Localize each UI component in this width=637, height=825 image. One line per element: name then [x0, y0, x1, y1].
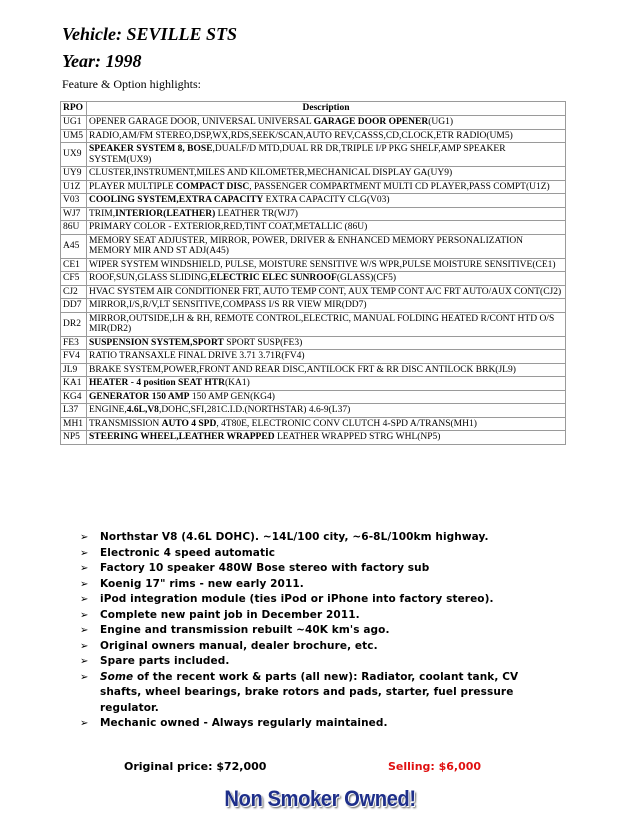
list-item	[80, 654, 560, 670]
rpo-code-cell: CF5	[61, 272, 87, 286]
rpo-code-cell: NP5	[61, 431, 87, 445]
description-cell	[87, 350, 566, 364]
list-item	[80, 623, 560, 639]
table-row	[61, 116, 566, 130]
feature-subtitle: Feature & Option highlights:	[62, 77, 201, 91]
rpo-code-cell: U1Z	[61, 180, 87, 194]
description-cell	[87, 221, 566, 235]
table-row	[61, 417, 566, 431]
description-bold-text: 4.6L,V8	[126, 405, 159, 415]
table-row	[61, 377, 566, 391]
rpo-code-cell: A45	[61, 234, 87, 258]
list-item	[80, 561, 560, 577]
highlight-text: Northstar V8 (4.6L DOHC). ~14L/100 city, ~6-8L/100km highway.	[100, 531, 489, 543]
table-row	[61, 336, 566, 350]
description-pre-text: OPENER GARAGE DOOR, UNIVERSAL UNIVERSAL	[89, 117, 314, 127]
description-post-text: (UG1)	[428, 117, 454, 127]
highlight-text: Complete new paint job in December 2011.	[100, 608, 360, 621]
table-header-row	[61, 102, 566, 116]
description-pre-text: RADIO,AM/FM STEREO,DSP,WX,RDS,SEEK/SCAN,AUTO REV,CASSS,CD,CLOCK,ETR RADIO(UM5)	[89, 130, 513, 141]
description-pre-text: PRIMARY COLOR - EXTERIOR,RED,TINT COAT,METALLIC (86U)	[89, 222, 368, 232]
emphasis-text: Some	[100, 670, 134, 683]
description-pre-text: PLAYER MULTIPLE	[89, 181, 176, 192]
description-cell	[87, 299, 566, 313]
list-item	[80, 608, 560, 624]
description-post-text: (GLASS)(CF5)	[336, 273, 396, 283]
highlight-text: of the recent work & parts (all new): Radiator, coolant tank, CV shafts, wheel bearings, brake rotors and pads, starter, fuel pressure regulator.	[100, 670, 519, 714]
description-pre-text: WIPER SYSTEM WINDSHIELD, PULSE, MOISTURE SENSITIVE W/S WPR,PULSE MOISTURE SENSITIVE(CE1)	[89, 259, 556, 270]
description-cell	[87, 404, 566, 418]
description-post-text: ,DUALF/D MTD,DUAL RR DR,TRIPLE I/P PKG SHELF,AMP SPEAKER SYSTEM(UX9)	[89, 144, 506, 165]
list-item	[80, 577, 560, 593]
rpo-table-body	[61, 116, 566, 445]
arrow-bullet-icon: ➢	[80, 609, 89, 621]
table-row	[61, 299, 566, 313]
rpo-code-cell: L37	[61, 404, 87, 418]
arrow-bullet-icon: ➢	[80, 640, 89, 652]
table-row	[61, 180, 566, 194]
rpo-code-cell: UM5	[61, 129, 87, 143]
description-cell	[87, 363, 566, 377]
description-bold-text: AUTO 4 SPD	[161, 418, 217, 429]
description-cell	[87, 312, 566, 336]
rpo-code-cell: DD7	[61, 299, 87, 313]
description-bold-text: HEATER - 4 position SEAT HTR	[89, 378, 225, 388]
rpo-code-cell: KG4	[61, 390, 87, 404]
highlights-list	[80, 530, 560, 732]
arrow-bullet-icon: ➢	[80, 594, 89, 605]
table-row	[61, 363, 566, 377]
description-cell	[87, 129, 566, 143]
description-pre-text: RATIO TRANSAXLE FINAL DRIVE 3.71 3.71R(FV4)	[89, 351, 305, 361]
description-bold-text: GARAGE DOOR OPENER	[313, 117, 429, 127]
description-bold-text: COOLING SYSTEM,EXTRA CAPACITY	[89, 195, 264, 205]
list-item	[80, 670, 560, 717]
description-cell	[87, 390, 566, 404]
arrow-bullet-icon: ➢	[80, 547, 89, 559]
non-smoker-banner: Non Smoker Owned!	[224, 786, 416, 811]
table-row	[61, 207, 566, 221]
list-item	[80, 639, 560, 655]
vehicle-title: Vehicle: SEVILLE STS	[62, 24, 238, 44]
rpo-code-cell: V03	[61, 194, 87, 208]
description-cell	[87, 431, 566, 445]
highlight-text: Engine and transmission rebuilt ~40K km's ago.	[100, 624, 390, 636]
description-pre-text: MEMORY SEAT ADJUSTER, MIRROR, POWER, DRIVER & ENHANCED MEMORY PERSONALIZATION MEMORY MIR AND ST ADJ(A45)	[89, 235, 524, 256]
rpo-table	[60, 101, 566, 445]
description-bold-text: GENERATOR 150 AMP	[89, 391, 190, 402]
description-post-text: EXTRA CAPACITY CLG(V03)	[263, 195, 390, 205]
description-pre-text: BRAKE SYSTEM,POWER,FRONT AND REAR DISC,ANTILOCK FRT & RR DISC ANTILOCK BRK(JL9)	[89, 364, 516, 375]
year-title: Year: 1998	[62, 51, 142, 71]
rpo-code-cell: FE3	[61, 336, 87, 350]
description-bold-text: COMPACT DISC	[175, 181, 250, 192]
table-row	[61, 285, 566, 299]
list-item	[80, 530, 560, 546]
description-cell	[87, 234, 566, 258]
description-bold-text: STEERING WHEEL,LEATHER WRAPPED	[89, 432, 275, 442]
arrow-bullet-icon: ➢	[80, 563, 89, 574]
description-post-text: , 4T80E, ELECTRONIC CONV CLUTCH 4-SPD A/TRANS(MH1)	[216, 418, 477, 429]
arrow-bullet-icon: ➢	[80, 671, 89, 683]
rpo-code-cell: WJ7	[61, 207, 87, 221]
description-bold-text: INTERIOR(LEATHER)	[115, 208, 216, 219]
arrow-bullet-icon: ➢	[80, 625, 89, 636]
highlight-text: Original owners manual, dealer brochure, etc.	[100, 639, 378, 652]
table-row	[61, 312, 566, 336]
highlight-text: Spare parts included.	[100, 655, 230, 667]
highlight-text: Electronic 4 speed automatic	[100, 546, 276, 559]
rpo-code-cell: CJ2	[61, 285, 87, 299]
table-row	[61, 272, 566, 286]
rpo-code-cell: MH1	[61, 417, 87, 431]
table-row	[61, 143, 566, 167]
description-post-text: LEATHER TR(WJ7)	[215, 208, 298, 219]
description-pre-text: CLUSTER,INSTRUMENT,MILES AND KILOMETER,MECHANICAL DISPLAY GA(UY9)	[89, 168, 453, 178]
description-cell	[87, 336, 566, 350]
table-row	[61, 404, 566, 418]
description-column-header: Description	[87, 102, 566, 116]
description-pre-text: TRIM,	[89, 208, 116, 219]
description-bold-text: SPEAKER SYSTEM 8, BOSE	[89, 144, 213, 154]
table-row	[61, 234, 566, 258]
arrow-bullet-icon: ➢	[80, 578, 89, 590]
description-pre-text: MIRROR,OUTSIDE,LH & RH, REMOTE CONTROL,ELECTRIC, MANUAL FOLDING HEATED R/CONT HTD O/S MIR(DR2)	[89, 313, 555, 334]
list-item	[80, 716, 560, 732]
rpo-column-header: RPO	[61, 102, 87, 116]
rpo-code-cell: UY9	[61, 167, 87, 181]
description-pre-text: ROOF,SUN,GLASS SLIDING,	[89, 273, 211, 283]
description-post-text: LEATHER WRAPPED STRG WHL(NP5)	[274, 432, 441, 442]
description-bold-text: ELECTRIC ELEC SUNROOF	[210, 273, 337, 283]
description-post-text: (KA1)	[224, 378, 250, 388]
rpo-code-cell: JL9	[61, 363, 87, 377]
highlight-text: Mechanic owned - Always regularly maintained.	[100, 717, 388, 729]
description-pre-text: TRANSMISSION	[89, 418, 162, 429]
arrow-bullet-icon: ➢	[80, 718, 89, 729]
description-pre-text: ENGINE,	[89, 405, 127, 415]
description-pre-text: MIRROR,I/S,R/V,LT SENSITIVE,COMPASS I/S RR VIEW MIR(DD7)	[89, 300, 367, 310]
table-row	[61, 167, 566, 181]
description-post-text: SPORT SUSP(FE3)	[223, 337, 303, 348]
description-cell	[87, 377, 566, 391]
list-item	[80, 546, 560, 562]
table-row	[61, 194, 566, 208]
description-post-text: ,DOHC,SFI,281C.I.D.(NORTHSTAR) 4.6-9(L37)	[158, 405, 351, 415]
rpo-code-cell: KA1	[61, 377, 87, 391]
highlight-text: iPod integration module (ties iPod or iPhone into factory stereo).	[100, 593, 494, 605]
original-price: Original price: $72,000	[124, 760, 267, 773]
table-row	[61, 390, 566, 404]
arrow-bullet-icon: ➢	[80, 532, 89, 543]
table-row	[61, 258, 566, 272]
description-cell	[87, 167, 566, 181]
rpo-code-cell: 86U	[61, 221, 87, 235]
description-cell	[87, 285, 566, 299]
selling-price: Selling: $6,000	[388, 760, 482, 773]
arrow-bullet-icon: ➢	[80, 656, 89, 667]
highlight-text: Factory 10 speaker 480W Bose stereo with factory sub	[100, 562, 430, 574]
table-row	[61, 129, 566, 143]
description-cell	[87, 258, 566, 272]
description-cell	[87, 116, 566, 130]
rpo-code-cell: UG1	[61, 116, 87, 130]
rpo-code-cell: CE1	[61, 258, 87, 272]
description-cell	[87, 417, 566, 431]
highlight-text: Koenig 17" rims - new early 2011.	[100, 577, 304, 590]
description-post-text: 150 AMP GEN(KG4)	[189, 391, 275, 402]
description-cell	[87, 272, 566, 286]
rpo-code-cell: UX9	[61, 143, 87, 167]
table-row	[61, 221, 566, 235]
description-cell	[87, 194, 566, 208]
description-cell	[87, 207, 566, 221]
description-bold-text: SUSPENSION SYSTEM,SPORT	[89, 337, 224, 348]
table-row	[61, 350, 566, 364]
rpo-code-cell: DR2	[61, 312, 87, 336]
description-post-text: , PASSENGER COMPARTMENT MULTI CD PLAYER,PASS COMPT(U1Z)	[249, 181, 550, 192]
description-pre-text: HVAC SYSTEM AIR CONDITIONER FRT, AUTO TEMP CONT, AUX TEMP CONT A/C FRT AUTO/AUX CONT(CJ2)	[89, 286, 562, 297]
description-cell	[87, 143, 566, 167]
description-cell	[87, 180, 566, 194]
list-item	[80, 592, 560, 608]
table-row	[61, 431, 566, 445]
rpo-code-cell: FV4	[61, 350, 87, 364]
